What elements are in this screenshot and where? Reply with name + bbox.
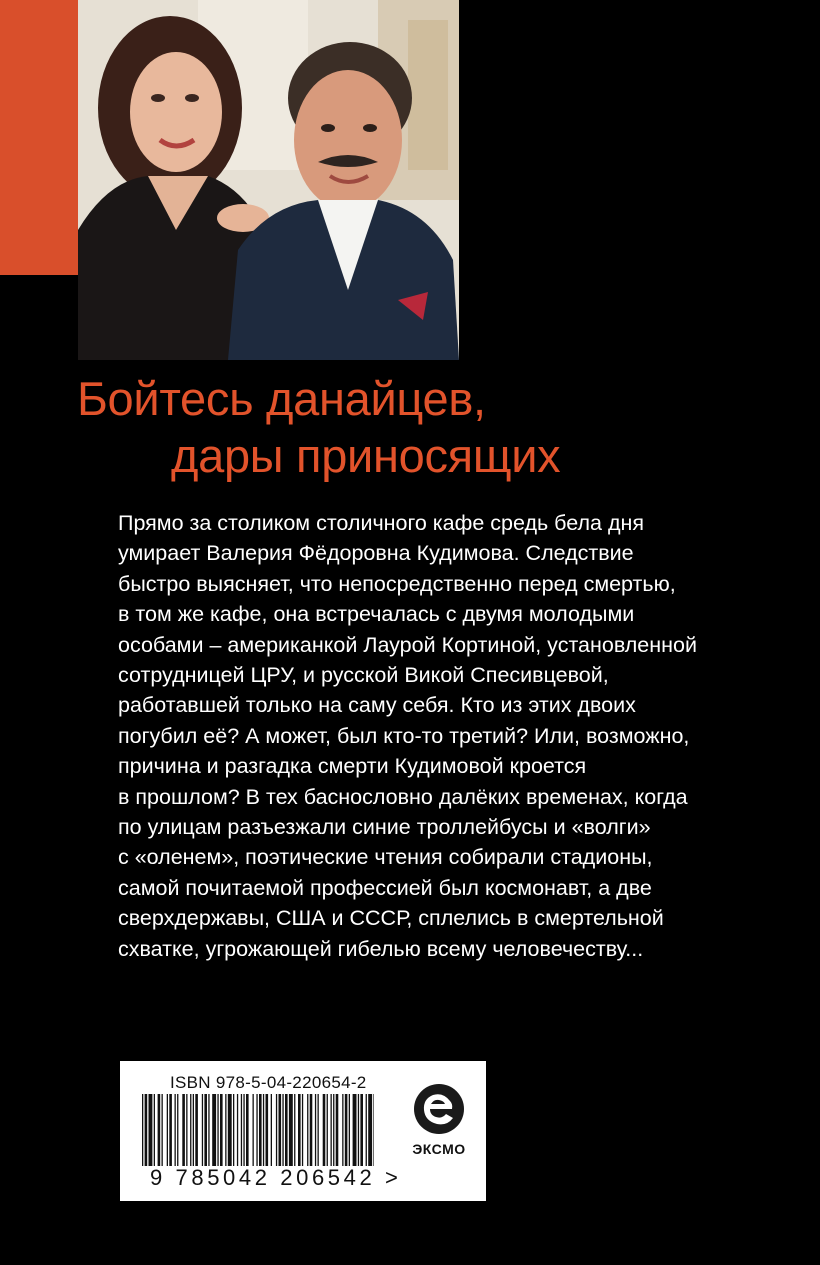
annotation-line: особами – американкой Лаурой Кортиной, установленной (118, 632, 697, 657)
barcode-bar (315, 1094, 316, 1166)
barcode-bar (282, 1094, 283, 1166)
eksmo-logo-icon (413, 1083, 465, 1135)
barcode-bar (310, 1094, 313, 1166)
barcode-bar (204, 1094, 207, 1166)
barcode-bar (345, 1094, 348, 1166)
barcode-bar (333, 1094, 334, 1166)
barcode-bar (162, 1094, 163, 1166)
barcode-bar (353, 1094, 357, 1166)
barcode-bar (149, 1094, 153, 1166)
authors-photo-illustration (78, 0, 459, 360)
barcode-bar (358, 1094, 359, 1166)
barcode-bar (373, 1094, 374, 1166)
barcode-bar (243, 1094, 244, 1166)
barcode-bar (366, 1094, 367, 1166)
barcode-bar (298, 1094, 301, 1166)
barcode-bar (323, 1094, 326, 1166)
barcode-bar (246, 1094, 249, 1166)
barcode-bar (195, 1094, 198, 1166)
barcode-bar (285, 1094, 288, 1166)
barcode-bar (302, 1094, 303, 1166)
barcode-bar (349, 1094, 350, 1166)
annotation-line: работавшей только на саму себя. Кто из этих двоих (118, 693, 636, 718)
barcode-bar (271, 1094, 272, 1166)
barcode-bar (241, 1094, 242, 1166)
annotation-line: быстро выясняет, что непосредственно перед смертью, (118, 571, 676, 596)
barcode-bar (167, 1094, 168, 1166)
barcode-bars (142, 1094, 374, 1166)
annotation-line: сверхдержавы, США и СССР, сплелись в смертельной (118, 906, 664, 931)
barcode-bar (193, 1094, 194, 1166)
annotation-line: самой почитаемой профессией был космонавт, а две (118, 875, 652, 900)
authors-photo (78, 0, 459, 360)
annotation-line: схватке, угрожающей гибелью всему человечеству... (118, 936, 644, 961)
barcode-bar (360, 1094, 363, 1166)
barcode-bar (237, 1094, 238, 1166)
annotation-line: сотрудницей ЦРУ, и русской Викой Спесивцевой, (118, 663, 609, 688)
barcode-bar (169, 1094, 172, 1166)
barcode-bar (182, 1094, 185, 1166)
accent-bar (0, 0, 78, 275)
barcode-bar (228, 1094, 232, 1166)
book-annotation (118, 508, 778, 964)
barcode-bar (294, 1094, 295, 1166)
annotation-line: погубил её? А может, был кто-то третий? Или, возможно, (118, 723, 690, 748)
barcode-bar (256, 1094, 257, 1166)
barcode-bar (327, 1094, 328, 1166)
barcode-bar (253, 1094, 254, 1166)
barcode-bar (289, 1094, 293, 1166)
barcode-bar (342, 1094, 343, 1166)
annotation-line: по улицам разъезжали синие троллейбусы и «волги» (118, 815, 651, 840)
barcode-digits: 9 785042 206542 > (150, 1165, 402, 1190)
barcode-bar (145, 1094, 148, 1166)
annotation-line: причина и разгадка смерти Кудимовой кроется (118, 754, 587, 779)
barcode-bar (225, 1094, 226, 1166)
publisher-logo (404, 1083, 474, 1157)
annotation-line: с «оленем», поэтические чтения собирали стадионы, (118, 845, 653, 870)
annotation-line: умирает Валерия Фёдоровна Кудимова. Следствие (118, 541, 634, 566)
barcode-bar (142, 1094, 143, 1166)
annotation-line: Прямо за столиком столичного кафе средь бела дня (118, 511, 645, 535)
barcode-bar (259, 1094, 262, 1166)
barcode-bar (263, 1094, 264, 1166)
book-title-line-2: дары приносящих (171, 429, 561, 482)
barcode-bar (233, 1094, 234, 1166)
book-title-line-1: Бойтесь данайцев, (77, 372, 486, 425)
barcode-bar (177, 1094, 178, 1166)
barcode-panel (120, 1061, 486, 1201)
barcode-bar (212, 1094, 216, 1166)
barcode-bar (336, 1094, 339, 1166)
barcode-bar (307, 1094, 308, 1166)
barcode-bar (276, 1094, 277, 1166)
barcode-bar (208, 1094, 209, 1166)
barcode-bar (154, 1094, 155, 1166)
barcode-bar (318, 1094, 319, 1166)
isbn-label: ISBN 978-5-04-220654-2 (170, 1073, 367, 1092)
publisher-name: ЭКСМО (412, 1141, 466, 1157)
barcode-bar (266, 1094, 269, 1166)
barcode-bar (220, 1094, 223, 1166)
barcode-bar (175, 1094, 176, 1166)
barcode-bar (158, 1094, 161, 1166)
annotation-line: в прошлом? В тех баснословно далёких временах, когда (118, 784, 688, 809)
barcode-bar (217, 1094, 218, 1166)
barcode-bar (279, 1094, 282, 1166)
barcode-bar (202, 1094, 203, 1166)
barcode-bar (368, 1094, 372, 1166)
annotation-line: в том же кафе, она встречалась с двумя молодыми (118, 602, 635, 627)
barcode-bar (190, 1094, 191, 1166)
barcode-bar (186, 1094, 187, 1166)
barcode-bar (331, 1094, 332, 1166)
